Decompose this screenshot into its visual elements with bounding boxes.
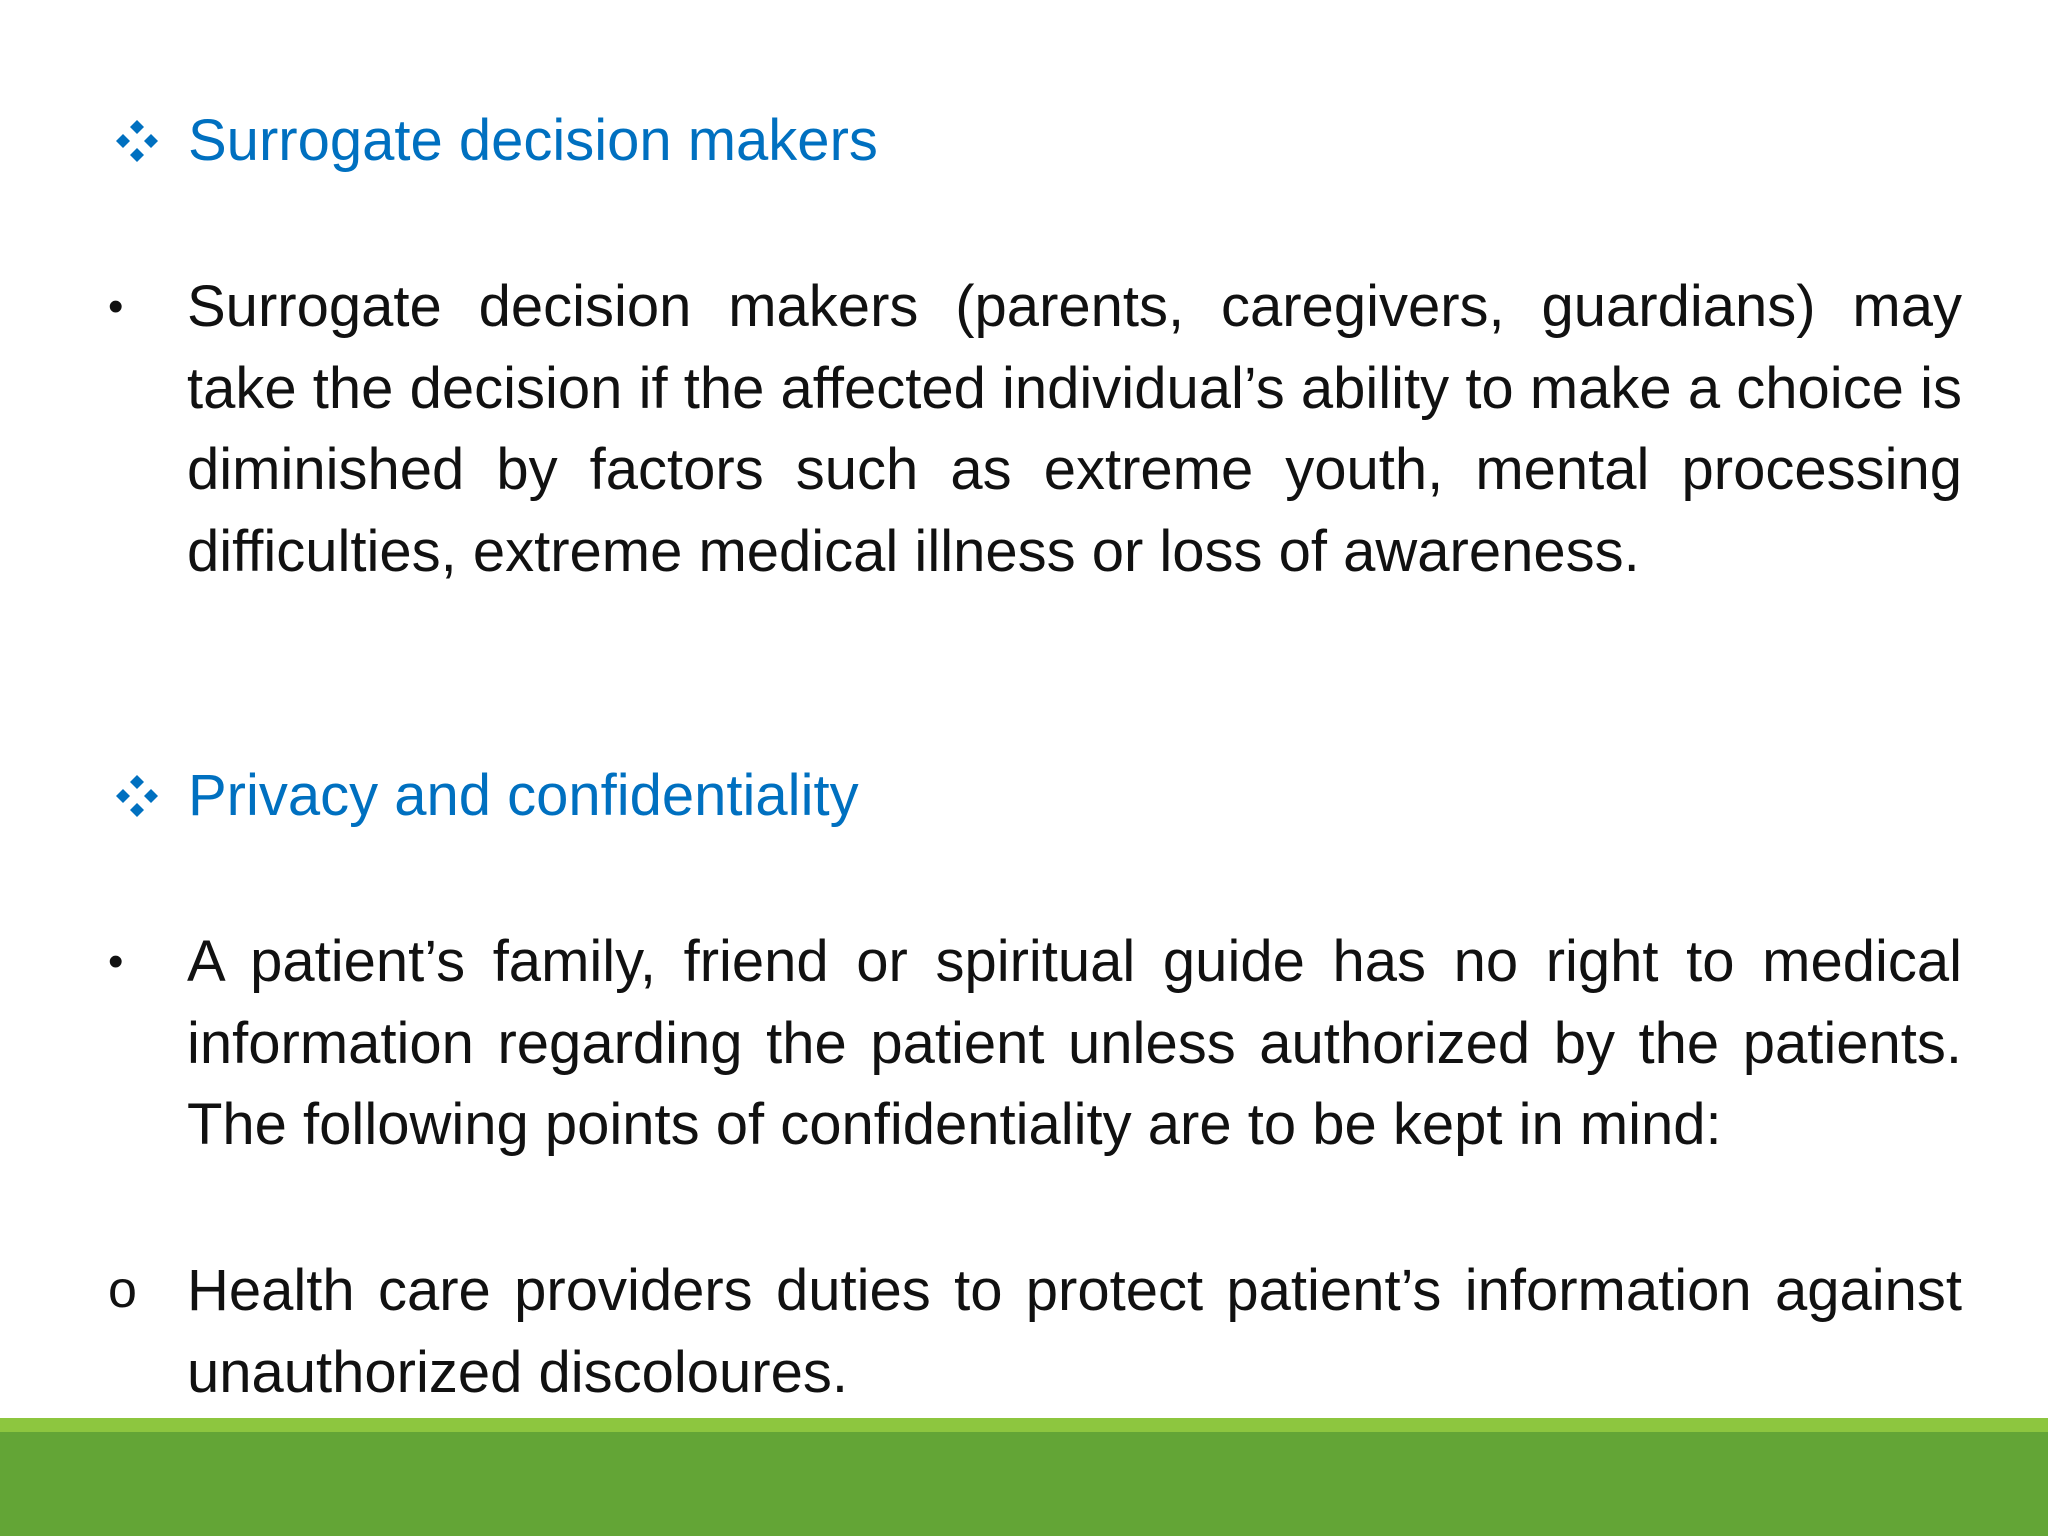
four-diamond-bullet-icon [112,116,162,166]
footer-bar [0,1432,2048,1536]
sub-bullet-text-confidentiality: Health care providers duties to protect patient’s information against unauthorized discoloures. [187,1258,1962,1405]
section-heading-privacy [112,756,859,836]
section-heading-text: Privacy and confidentiality [188,763,859,828]
sub-bullet-marker: o [108,1261,137,1319]
section-heading-text: Surrogate decision makers [188,108,878,173]
bullet-text-surrogate: Surrogate decision makers (parents, caregivers, guardians) may take the decision if the affected individual’s ability to make a choice is diminished by factors such as extreme youth, mental processing difficulties, extreme medical illness or loss of awareness. [187,274,1962,584]
footer-accent-stripe [0,1418,2048,1432]
bullet-marker: • [108,282,124,331]
bullet-text-privacy: A patient’s family, friend or spiritual guide has no right to medical information regarding the patient unless authorized by the patients. The following points of confidentiality are to be kept in mind: [187,929,1962,1158]
four-diamond-bullet-icon [112,771,162,821]
bullet-marker: • [108,937,124,986]
section-heading-surrogate [112,101,878,181]
